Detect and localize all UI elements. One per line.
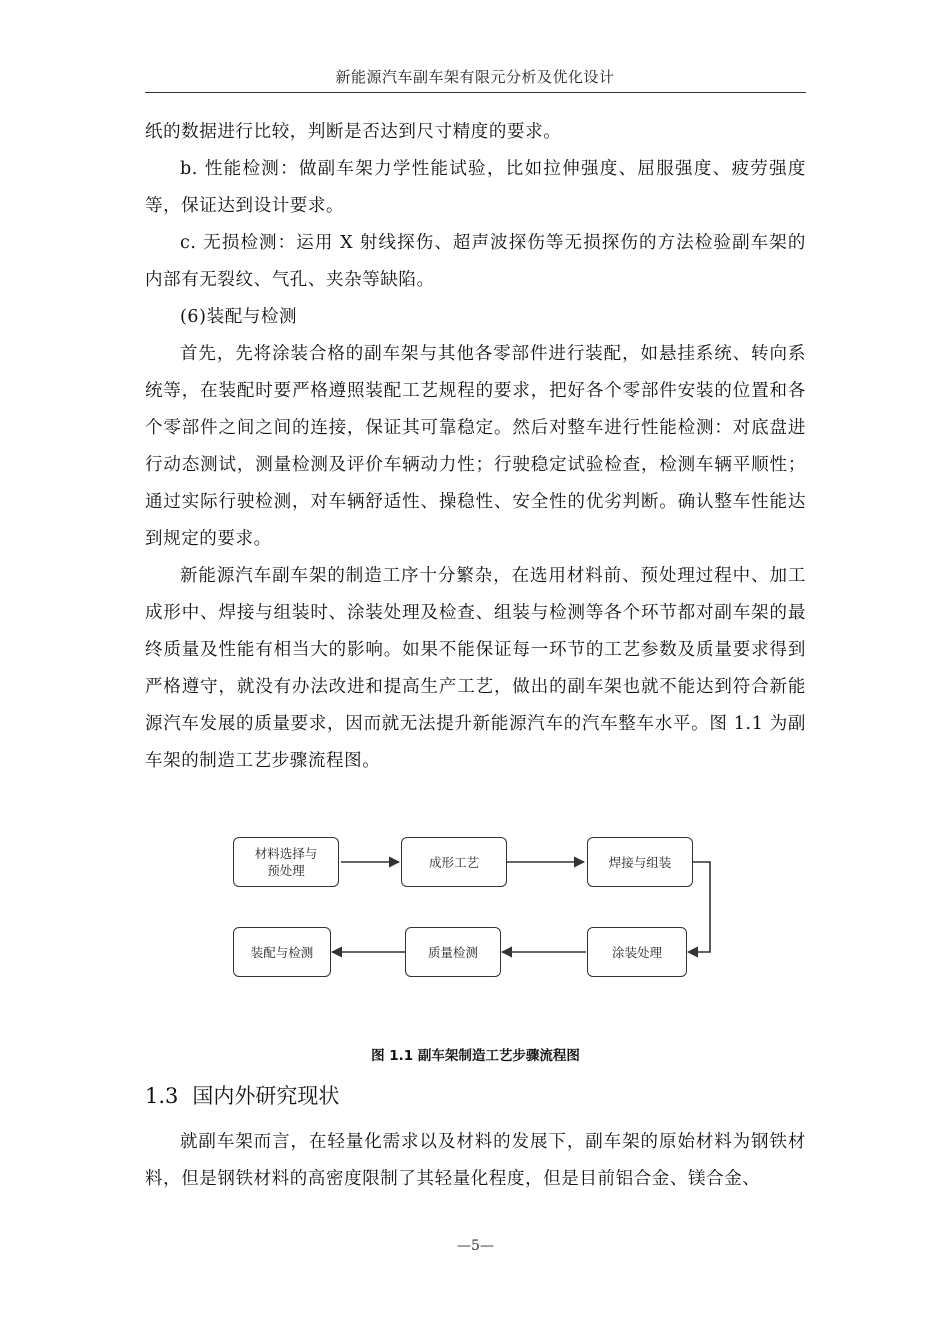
flow-box-coating (587, 927, 687, 977)
header-divider (145, 92, 806, 93)
flow-box-material-selection (233, 837, 339, 887)
paragraph-nondestructive-test: c. 无损检测：运用 X 射线探伤、超声波探伤等无损探伤的方法检验副车架的内部有无裂纹、气孔、夹杂等缺陷。 (145, 233, 806, 290)
flow-box-label: 成形工艺 (428, 854, 479, 870)
body-text-bottom (145, 1124, 806, 1198)
flow-box-welding (587, 837, 693, 887)
body-text-top (145, 114, 806, 780)
paragraph-subheading-assembly: (6)装配与检测 (180, 307, 298, 327)
flow-box-forming (401, 837, 507, 887)
flow-box-label: 焊接与组装 (608, 854, 672, 870)
paragraph-continuation: 纸的数据进行比较，判断是否达到尺寸精度的要求。 (145, 122, 562, 142)
section-title: 国内外研究现状 (192, 1084, 340, 1108)
running-header-title: 新能源汽车副车架有限元分析及优化设计 (335, 68, 615, 86)
section-heading (145, 1080, 339, 1110)
flow-box-label: 材料选择与 预处理 (254, 846, 318, 878)
section-number: 1.3 (145, 1084, 179, 1108)
flow-box-assembly-inspection (233, 927, 331, 977)
paragraph-manufacturing-summary: 新能源汽车副车架的制造工序十分繁杂，在选用材料前、预处理过程中、加工成形中、焊接与组装时、涂装处理及检查、组装与检测等各个环节都对副车架的最终质量及性能有相当大的影响。如果不能保证每一环节的工艺参数及质量要求得到严格遵守，就没有办法改进和提高生产工艺，做出的副车架也就不能达到符合新能源汽车发展的质量要求，因而就无法提升新能源汽车的汽车整车水平。图 1.1 为副车架的制造工艺步骤流程图。 (145, 566, 806, 771)
paragraph-research-status: 就副车架而言，在轻量化需求以及材料的发展下，副车架的原始材料为钢铁材料，但是钢铁材料的高密度限制了其轻量化程度，但是目前铝合金、镁合金、 (145, 1132, 806, 1189)
flow-box-label: 装配与检测 (250, 944, 314, 960)
figure-caption: 图 1.1 副车架制造工艺步骤流程图 (371, 1048, 580, 1064)
flow-box-label: 质量检测 (427, 944, 478, 960)
paragraph-performance-test: b. 性能检测：做副车架力学性能试验，比如拉伸强度、屈服强度、疲劳强度等，保证达到设计要求。 (145, 159, 806, 216)
flow-box-quality-inspection (405, 927, 501, 977)
paragraph-assembly-detail: 首先，先将涂装合格的副车架与其他各零部件进行装配，如悬挂系统、转向系统等，在装配时要严格遵照装配工艺规程的要求，把好各个零部件安装的位置和各个零部件之间之间的连接，保证其可靠稳定。然后对整车进行性能检测：对底盘进行动态测试，测量检测及评价车辆动力性；行驶稳定试验检查，检测车辆平顺性；通过实际行驶检测，对车辆舒适性、操稳性、安全性的优劣判断。确认整车性能达到规定的要求。 (145, 344, 806, 549)
flow-box-label: 涂装处理 (611, 944, 662, 960)
page-number: —5— (457, 1238, 494, 1254)
